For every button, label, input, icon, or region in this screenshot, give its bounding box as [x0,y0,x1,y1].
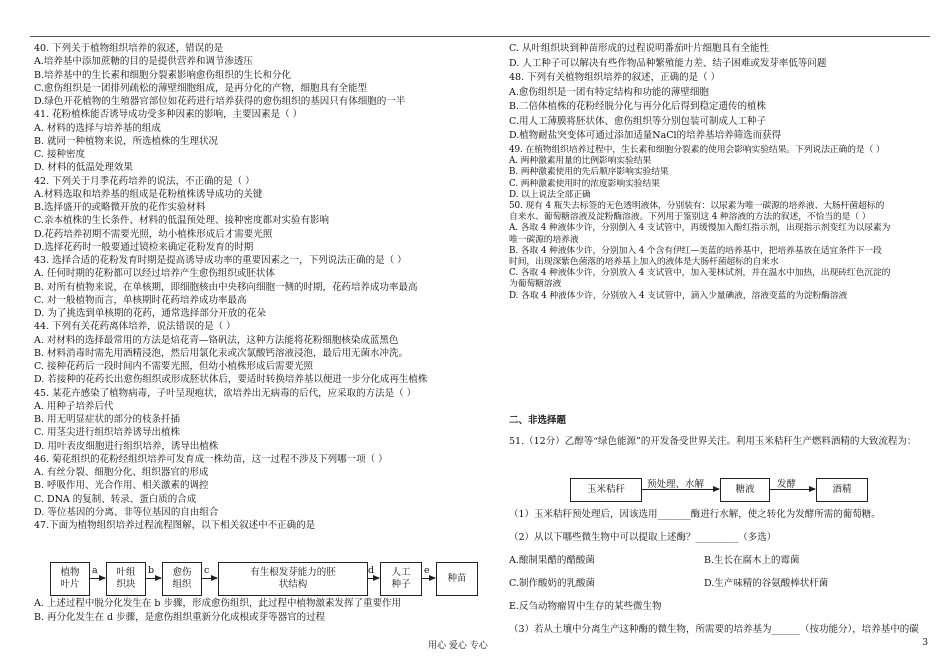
flow-box: 叶组 织块 [106,562,146,596]
flow-box: 人工 种子 [380,562,422,596]
text-line: C.用人工薄膜将胚状体、愈伤组织等分别包装可制成人工种子 [509,115,766,127]
text-line: D. 用叶表皮细胞进行组织培养，诱导出植株 [34,440,219,452]
text-line: （3）若从土壤中分离生产这种酶的微生物，所需要的培养基为______（按功能分），培养基中的碳 [509,624,919,635]
text-line: E.反刍动物瘤胃中生存的某些微生物 [509,601,662,612]
tissue-culture-flowchart [50,560,490,598]
flow-box: 酒精 [816,478,868,502]
flow-arrow-label: 发酵 [777,479,797,490]
text-line: （1）玉米秸秆预处理后，因该选用_______酶进行水解，使之转化为发酵所需的葡萄糖。 [509,509,881,520]
text-line: C. DNA 的复制、转录、蛋白质的合成 [34,493,197,505]
ethanol-production-flowchart [570,474,870,504]
text-line: 47.下面为植物组织培养过程流程图解，以下相关叙述中不正确的是 [34,520,316,531]
text-line: 自来水、葡萄糖溶液及淀粉酶溶液。下列用于鉴别这 4 种溶液的方法的叙述，不恰当的是（ ） [509,212,871,223]
footer-motto: 用心 爱心 专心 [428,641,488,651]
text-line: D.花药培养初期不需要光照，幼小植株形成后才需要光照 [34,228,273,240]
text-line: A. 两种激素用量的比例影响实验结果 [509,156,652,167]
flow-arrow [89,578,105,579]
text-line: C. 从叶组织块到种苗形成的过程说明番茄叶片细胞具有全能性 [509,43,769,54]
section-heading: 二、非选择题 [509,415,567,426]
text-line: B. 对所有植物来说，在单核期，即细胞核由中央移向细胞一侧的时期，花药培养成功率最高 [34,281,418,293]
text-line: B. 就同一种植物来说，所选植株的生理状况 [34,135,219,147]
text-line: C. 对一般植物而言，单核期时花药培养成功率最高 [34,294,247,306]
text-line: 43. 选择合适的花粉发育时期是提高诱导成功率的重要因素之一，下列说法正确的是（ ） [34,255,407,266]
flow-box: 种苗 [436,562,478,596]
text-line: B. 呼吸作用、光合作用、相关激素的调控 [34,480,209,492]
page-number: 3 [922,638,928,648]
text-line: （2）从以下哪些微生物中可以提取上述酶？_________（多选） [509,532,777,543]
text-line: 51.（12分）乙醇等“绿色能源”的开发备受世界关注。利用玉米秸秆生产燃料酒精的大致流程为： [509,436,917,447]
text-line: 40. 下列关于植物组织培养的叙述，错误的是 [34,43,224,54]
text-line: 46. 菊花组织的花粉经组织培养可发育成一株幼苗，这一过程不涉及下列哪一项（ ） [34,453,388,465]
flow-box: 糖液 [720,478,770,502]
text-line: D. 各取 4 种液体少许，分别放入 4 支试管中，滴入少量碘液，溶液变蓝的为淀粉酶溶液 [509,290,848,301]
text-line: D.生产味精的谷氨酸棒状杆菌 [704,578,829,589]
text-line: A.材料选取和培养基的组成是花粉植株诱导成功的关键 [34,188,263,200]
flow-box: 玉米秸秆 [570,478,642,502]
flow-box: 愈伤 组织 [162,562,202,596]
text-line: B. 材料消毒时需先用酒精浸泡，然后用氯化汞或次氯酸钙溶液浸泡，最后用无菌水冲洗。 [34,347,409,359]
text-line: C. 各取 4 种液体少许，分别放入 4 支试管中，加入斐林试剂，并在温水中加热，出现砖红色沉淀的 [509,268,891,279]
flow-arrow-label: a [92,565,98,576]
flow-arrow [367,578,379,579]
text-line: C. 两种激素使用时的浓度影响实验结果 [509,178,660,189]
text-line: 50. 现有 4 瓶失去标签的无色透明液体，分别装有：以尿素为唯一碳源的培养液、大肠杆菌超标的 [509,201,885,211]
flow-arrow [421,578,435,579]
flow-arrow-label: c [204,565,210,576]
text-line: D. 若接种的花药长出愈伤组织或形成胚状体后，要适时转换培养基以便进一步分化成再生植株 [34,374,428,386]
text-line: B. 用无明显症状的部分的枝条扦插 [34,414,181,425]
text-line: 唯一碳源的培养液 [509,234,579,245]
text-line: 49. 在植物组织培养过程中，生长素和细胞分裂素的使用会影响实验结果。下列说法正确的是（ ） [509,145,885,155]
text-line: C. 接种花药后一段时间内不需要光照，但幼小植株形成后需要光照 [34,361,313,372]
text-line: C.愈伤组织是一团排列疏松的薄壁细胞组成，是再分化的产物，细胞具有全能型 [34,82,367,94]
flow-arrow-label: b [148,565,155,576]
text-line: A. 有丝分裂、细胞分化、组织器官的形成 [34,467,209,478]
text-line: C.制作酸奶的乳酸菌 [509,578,595,589]
text-line: 41. 花粉植株能否诱导成功受多种因素的影响，主要因素是（ ） [34,109,303,121]
flow-arrow-label: d [368,565,375,576]
text-line: 42. 下列关于月季花药培养的说法，不正确的是（ ） [34,175,255,187]
text-line: A. 材料的选择与培养基的组成 [34,122,161,134]
text-line: A. 各取 4 种液体少许，分别倒入 4 支试管中，再缓慢加入酚红指示剂，出现指示剂变红为以尿素为 [509,223,891,234]
text-line: 48. 下列有关植物组织培养的叙述，正确的是（ ） [509,72,721,83]
text-line: A.愈伤组织是一团有特定结构和功能的薄壁细胞 [509,86,709,98]
text-line: B. 两种激素使用的先后顺序影响实验结果 [509,167,669,178]
text-line: B. 各取 4 种液体少许，分别加入 4 个含有伊红—美蓝的培养基中，把培养基放在适宜条件下一段 [509,245,882,256]
flow-arrow-label: e [424,565,430,576]
flow-arrow [201,578,217,579]
flow-box: 有生根发芽能力的胚 状结构 [218,562,368,596]
text-line: A.酿制果醋的醋酸菌 [509,555,595,566]
header-rule [30,36,930,37]
text-line: B.选择盛开的或略微开放的花作实验材料 [34,202,206,213]
flow-arrow [145,578,161,579]
text-line: C. 接种密度 [34,149,85,160]
text-line: D. 为了挑选到单核期的花药，通常选择部分开放的花朵 [34,308,266,319]
text-line: D. 人工种子可以解决有些作物品种繁殖能力差、结子困难或发芽率低等问题 [509,57,827,69]
text-line: D.选择花药时一般要通过镜检来确定花粉发育的时期 [34,241,254,253]
text-line: A. 任何时期的花粉都可以经过培养产生愈伤组织或胚状体 [34,268,275,280]
text-line: B.生长在腐木上的霉菌 [704,555,800,566]
text-line: D. 等位基因的分离、非等位基因的自由组合 [34,506,219,518]
text-line: 45. 某花卉感染了植物病毒，子叶呈现疱状，欲培养出无病毒的后代，应采取的方法是（ ） [34,387,417,399]
text-line: A. 用种子培养后代 [34,400,114,412]
text-line: B. 再分化发生在 d 步骤，是愈伤组织重新分化成根或芽等器官的过程 [34,612,326,623]
text-line: D.植物耐盐突变体可通过添加适量NaCl的培养基培养筛选而获得 [509,130,782,141]
text-line: 时间，出现深紫色菌落的培养基上加入的液体是大肠杆菌超标的自来水 [509,257,779,267]
flow-box: 植物 叶片 [50,562,90,596]
text-line: A.培养基中添加蔗糖的目的是提供营养和调节渗透压 [34,56,253,68]
text-line: C. 用茎尖进行组织培养诱导出植株 [34,427,180,439]
text-line: C.亲本植株的生长条件、材料的低温预处理、接种密度都对实验有影响 [34,215,329,227]
text-line: A. 对材料的选择最常用的方法是焙花青—铬矾法，这种方法能将花粉细胞核染成蓝黑色 [34,334,399,346]
text-line: D. 以上说法全部正确 [509,189,591,200]
text-line: 44. 下列有关花药离体培养，说法错误的是（ ） [34,321,236,333]
text-line: B.培养基中的生长素和细胞分裂素影响愈伤组织的生长和分化 [34,69,292,81]
text-line: 为葡萄糖溶液 [509,279,562,290]
text-line: D. 材料的低温处理效果 [34,162,133,174]
text-line: D.绿色开花植物的生殖器官部位如花药进行培养获得的愈伤组织的基因只有体细胞的一半 [34,96,406,107]
text-line: B.二倍体植株的花粉经脱分化与再分化后得到稳定遗传的植株 [509,101,767,112]
flow-arrow-label: 预处理、水解 [647,479,705,490]
text-line: A. 上述过程中脱分化发生在 b 步骤，形成愈伤组织，此过程中植物激素发挥了重要作用 [34,598,402,609]
